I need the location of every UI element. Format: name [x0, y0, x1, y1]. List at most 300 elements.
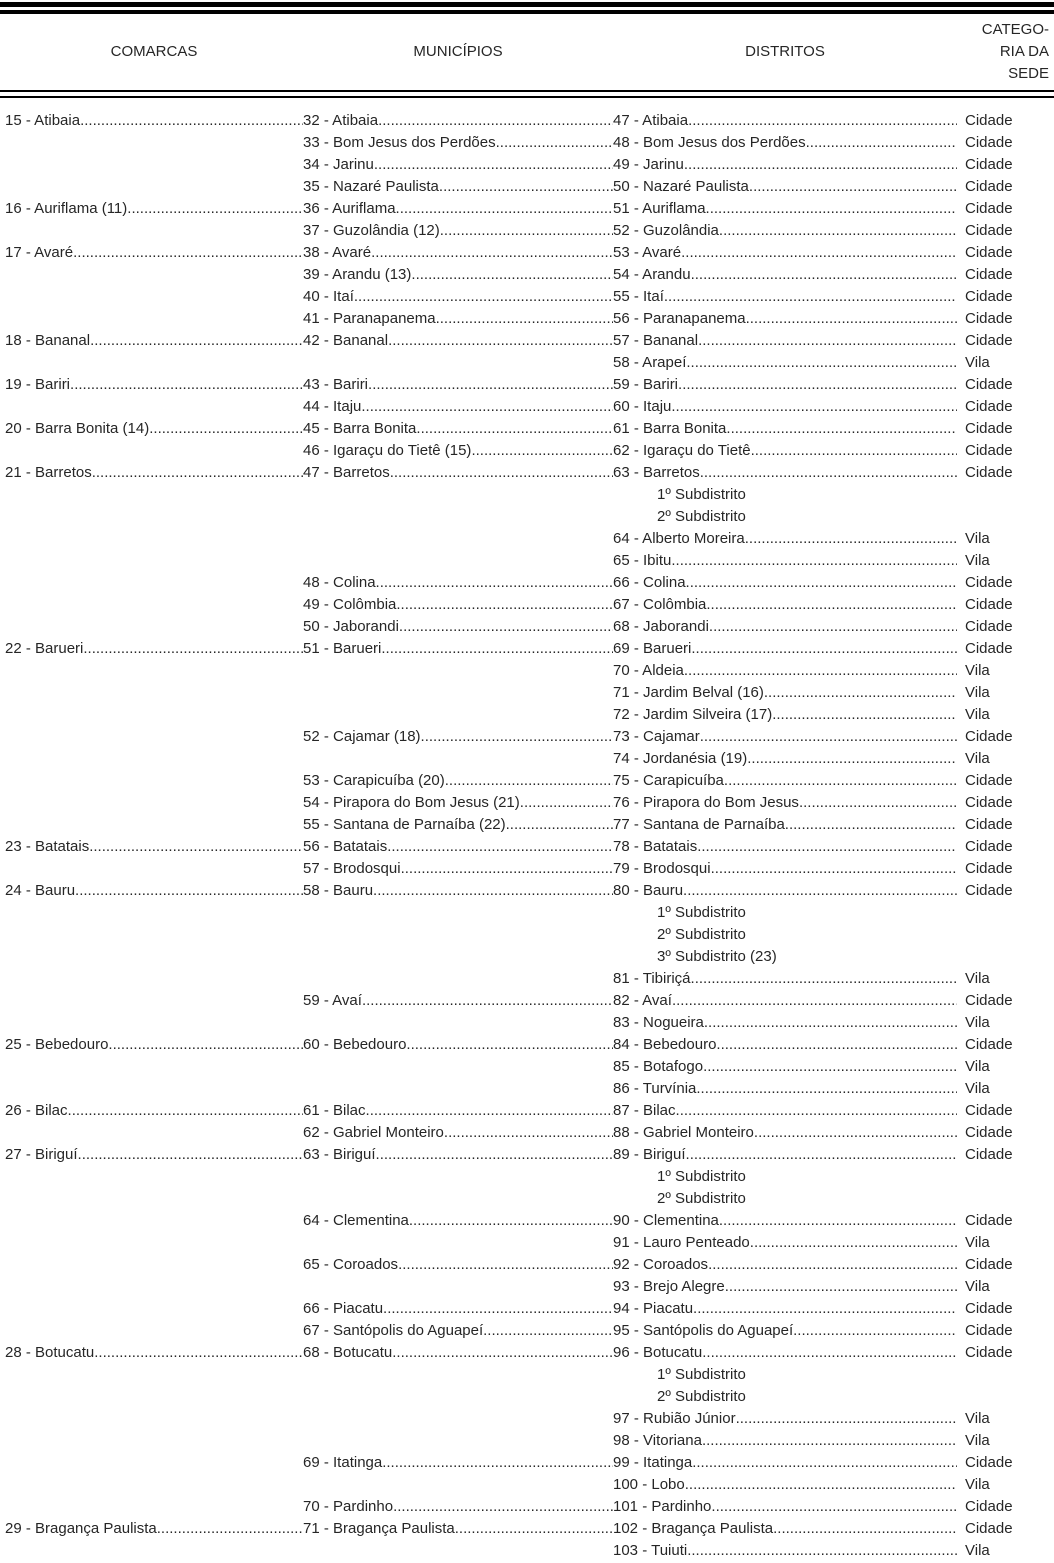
categoria-cell [965, 814, 1049, 836]
distrito-cell-text: 75 - Carapicuíba [613, 772, 724, 789]
dot-leader [373, 880, 613, 902]
municipio-cell [303, 1342, 613, 1364]
municipio-cell [303, 242, 613, 264]
dot-leader [455, 1518, 613, 1540]
categoria-cell-text: Cidade [965, 288, 1013, 305]
municipio-cell-text: 59 - Avaí [303, 992, 362, 1009]
municipio-cell-text: 67 - Santópolis do Aguapeí [303, 1322, 484, 1339]
categoria-cell [965, 330, 1049, 352]
categoria-cell [965, 1144, 1049, 1166]
municipio-cell [303, 286, 613, 308]
categoria-cell [965, 638, 1049, 660]
dot-leader [711, 858, 957, 880]
distrito-cell-text: 88 - Gabriel Monteiro [613, 1124, 754, 1141]
dot-leader [716, 1034, 957, 1056]
categoria-cell-text: Cidade [965, 838, 1013, 855]
comarca-cell-text: 16 - Auriflama (11) [5, 200, 128, 217]
dot-leader [127, 198, 303, 220]
distrito-cell-text: 66 - Colina [613, 574, 686, 591]
municipio-cell-text: 34 - Jarinu [303, 156, 374, 173]
categoria-cell [965, 1320, 1049, 1342]
distrito-cell [613, 660, 957, 682]
categoria-cell [965, 880, 1049, 902]
municipio-cell [303, 1056, 613, 1078]
table-row [5, 1166, 1054, 1188]
comarca-cell [5, 1496, 303, 1518]
comarca-cell [5, 132, 303, 154]
distrito-cell [613, 198, 957, 220]
dot-leader [691, 638, 957, 660]
distrito-cell [613, 242, 957, 264]
dot-leader [361, 396, 613, 418]
distrito-cell-text: 61 - Barra Bonita [613, 420, 727, 437]
comarca-cell [5, 242, 303, 264]
dot-leader [376, 1144, 613, 1166]
table-row [5, 1298, 1054, 1320]
distrito-cell [613, 836, 957, 858]
dot-leader [80, 110, 303, 132]
distrito-cell-text: 83 - Nogueira [613, 1014, 704, 1031]
municipio-cell [303, 396, 613, 418]
municipio-cell-text: 48 - Colina [303, 574, 376, 591]
dot-leader [724, 770, 957, 792]
municipio-cell [303, 682, 613, 704]
categoria-cell-text: Vila [965, 1410, 990, 1427]
comarca-cell-text: 24 - Bauru [5, 882, 76, 899]
comarca-cell-text: 26 - Bilac [5, 1102, 68, 1119]
dot-leader [70, 374, 303, 396]
comarca-cell [5, 308, 303, 330]
municipio-cell [303, 1034, 613, 1056]
categoria-cell-text: Cidade [965, 1520, 1013, 1537]
distrito-cell-text: 74 - Jordanésia (19) [613, 750, 748, 767]
table-row [5, 396, 1054, 418]
dot-leader [416, 418, 613, 440]
comarca-cell [5, 792, 303, 814]
categoria-cell-text: Cidade [965, 574, 1013, 591]
dot-leader [764, 682, 957, 704]
categoria-cell-text: Cidade [965, 640, 1013, 657]
distrito-cell-text: 53 - Avaré [613, 244, 682, 261]
table-row [5, 726, 1054, 748]
municipio-cell [303, 1518, 613, 1540]
distrito-cell [613, 792, 957, 814]
distrito-cell [613, 1056, 957, 1078]
comarca-cell-text: 27 - Biriguí [5, 1146, 78, 1163]
distrito-cell [613, 1012, 957, 1034]
dot-leader [75, 880, 303, 902]
categoria-cell [965, 1188, 1049, 1210]
distrito-cell-text: 62 - Igaraçu do Tietê [613, 442, 751, 459]
comarca-cell [5, 1232, 303, 1254]
municipio-cell-text: 40 - Itaí [303, 288, 354, 305]
comarca-cell [5, 418, 303, 440]
dot-leader [749, 176, 957, 198]
comarca-cell [5, 396, 303, 418]
municipio-cell-text: 53 - Carapicuíba (20) [303, 772, 445, 789]
distrito-cell-text: 56 - Paranapanema [613, 310, 746, 327]
categoria-cell-text: Cidade [965, 112, 1013, 129]
distrito-cell-text: 78 - Batatais [613, 838, 698, 855]
dot-leader [691, 968, 957, 990]
categoria-cell-text: Cidade [965, 398, 1013, 415]
dot-leader [708, 1254, 957, 1276]
comarca-cell [5, 814, 303, 836]
comarca-cell [5, 572, 303, 594]
table-row [5, 1254, 1054, 1276]
comarca-cell-text: 22 - Barueri [5, 640, 84, 657]
categoria-cell-text: Cidade [965, 464, 1013, 481]
categoria-cell-text: Cidade [965, 1036, 1013, 1053]
comarca-cell [5, 880, 303, 902]
municipio-cell [303, 924, 613, 946]
comarca-cell [5, 726, 303, 748]
table-row [5, 814, 1054, 836]
municipio-cell-text: 58 - Bauru [303, 882, 374, 899]
distrito-cell [613, 814, 957, 836]
comarca-cell [5, 528, 303, 550]
municipio-cell [303, 1012, 613, 1034]
dot-leader [726, 418, 957, 440]
distrito-cell [613, 374, 957, 396]
column-header-distritos: DISTRITOS [745, 43, 825, 60]
distrito-cell [613, 440, 957, 462]
table-row [5, 1034, 1054, 1056]
categoria-header-line3: SEDE [1008, 65, 1049, 82]
dot-leader [387, 836, 613, 858]
categoria-cell [965, 990, 1049, 1012]
dot-leader [368, 374, 613, 396]
categoria-cell-text: Vila [965, 1432, 990, 1449]
distrito-cell-text: 94 - Piacatu [613, 1300, 694, 1317]
categoria-cell-text: Vila [965, 684, 990, 701]
municipio-cell [303, 1122, 613, 1144]
categoria-cell [965, 858, 1049, 880]
distrito-cell-text: 92 - Coroados [613, 1256, 709, 1273]
distrito-cell-text: 65 - Ibitu [613, 552, 672, 569]
categoria-cell [965, 506, 1049, 528]
categoria-cell [965, 1408, 1049, 1430]
dot-leader [382, 1452, 613, 1474]
dot-leader [411, 264, 613, 286]
dot-leader [709, 616, 957, 638]
table-row [5, 1496, 1054, 1518]
table-row [5, 594, 1054, 616]
table-row [5, 616, 1054, 638]
table-row [5, 1078, 1054, 1100]
categoria-cell [965, 308, 1049, 330]
categoria-cell [965, 528, 1049, 550]
categoria-cell-text: Vila [965, 1234, 990, 1251]
table-row [5, 1188, 1054, 1210]
categoria-cell-text: Cidade [965, 618, 1013, 635]
distrito-cell [613, 1540, 957, 1562]
distrito-cell-text: 1º Subdistrito [657, 904, 746, 921]
dot-leader [702, 1342, 957, 1364]
distrito-cell-text: 76 - Pirapora do Bom Jesus [613, 794, 799, 811]
dot-leader [692, 1452, 957, 1474]
municipio-cell-text: 70 - Pardinho [303, 1498, 394, 1515]
dot-leader [676, 1100, 957, 1122]
distrito-cell [613, 1034, 957, 1056]
distrito-cell [613, 748, 957, 770]
dot-leader [678, 374, 957, 396]
categoria-cell [965, 1342, 1049, 1364]
dot-leader [719, 220, 957, 242]
distrito-cell-text: 73 - Cajamar [613, 728, 700, 745]
table-row [5, 264, 1054, 286]
municipio-cell [303, 1188, 613, 1210]
comarca-cell-text: 23 - Batatais [5, 838, 90, 855]
table-row [5, 1518, 1054, 1540]
categoria-cell-text: Cidade [965, 860, 1013, 877]
categoria-cell [965, 572, 1049, 594]
dot-leader [396, 594, 613, 616]
municipio-cell [303, 352, 613, 374]
categoria-cell [965, 726, 1049, 748]
table-row [5, 550, 1054, 572]
dot-leader [785, 814, 957, 836]
municipio-cell [303, 726, 613, 748]
distrito-cell-text: 77 - Santana de Parnaíba [613, 816, 785, 833]
dot-leader [73, 242, 303, 264]
table-row [5, 1342, 1054, 1364]
table-row [5, 748, 1054, 770]
comarca-cell [5, 506, 303, 528]
categoria-cell [965, 836, 1049, 858]
dot-leader [751, 440, 957, 462]
categoria-cell [965, 1122, 1049, 1144]
distrito-cell-text: 98 - Vitoriana [613, 1432, 702, 1449]
municipio-cell [303, 528, 613, 550]
comarca-cell [5, 330, 303, 352]
municipio-cell [303, 1100, 613, 1122]
categoria-cell [965, 1056, 1049, 1078]
distrito-cell [613, 1078, 957, 1100]
categoria-cell [965, 682, 1049, 704]
table-row [5, 660, 1054, 682]
municipio-cell [303, 1298, 613, 1320]
dot-leader [383, 1298, 613, 1320]
dot-leader [108, 1034, 303, 1056]
distrito-cell [613, 638, 957, 660]
categoria-cell [965, 924, 1049, 946]
dot-leader [772, 704, 957, 726]
categoria-cell [965, 748, 1049, 770]
dot-leader [687, 1540, 957, 1562]
categoria-cell-text: Cidade [965, 1322, 1013, 1339]
dot-leader [374, 154, 613, 176]
categoria-cell-text: Cidade [965, 376, 1013, 393]
categoria-cell [965, 902, 1049, 924]
municipio-cell [303, 1364, 613, 1386]
municipio-cell-text: 71 - Bragança Paulista [303, 1520, 455, 1537]
distrito-cell [613, 110, 957, 132]
categoria-cell [965, 1496, 1049, 1518]
distrito-cell [613, 1452, 957, 1474]
dot-leader [496, 132, 613, 154]
distrito-cell-text: 71 - Jardim Belval (16) [613, 684, 764, 701]
table-row [5, 1320, 1054, 1342]
dot-leader [700, 726, 957, 748]
categoria-cell [965, 154, 1049, 176]
categoria-cell-text: Cidade [965, 1454, 1013, 1471]
distrito-cell [613, 770, 957, 792]
dot-leader [409, 1210, 613, 1232]
municipio-cell-text: 60 - Bebedouro [303, 1036, 407, 1053]
distrito-cell [613, 550, 957, 572]
table-row [5, 946, 1054, 968]
dot-leader [773, 1518, 957, 1540]
categoria-cell [965, 1540, 1049, 1562]
distrito-cell [613, 1298, 957, 1320]
table-row [5, 1056, 1054, 1078]
municipio-cell-text: 68 - Botucatu [303, 1344, 393, 1361]
dot-leader [684, 660, 957, 682]
comarca-cell [5, 968, 303, 990]
comarca-cell [5, 1298, 303, 1320]
dot-leader [378, 110, 613, 132]
categoria-cell [965, 242, 1049, 264]
dot-leader [754, 1122, 957, 1144]
comarca-cell [5, 1276, 303, 1298]
table-row [5, 242, 1054, 264]
municipio-cell-text: 41 - Paranapanema [303, 310, 436, 327]
categoria-cell [965, 418, 1049, 440]
distrito-cell-text: 50 - Nazaré Paulista [613, 178, 749, 195]
municipio-cell-text: 50 - Jaborandi [303, 618, 399, 635]
distrito-cell-text: 48 - Bom Jesus dos Perdões [613, 134, 806, 151]
distrito-cell-text: 102 - Bragança Paulista [613, 1520, 774, 1537]
municipio-cell [303, 1452, 613, 1474]
column-header-municipios: MUNICÍPIOS [413, 43, 503, 60]
categoria-cell-text: Cidade [965, 156, 1013, 173]
municipio-cell [303, 1408, 613, 1430]
table-row [5, 924, 1054, 946]
distrito-cell [613, 1276, 957, 1298]
comarca-cell [5, 550, 303, 572]
categoria-cell [965, 792, 1049, 814]
table-row [5, 1452, 1054, 1474]
distrito-cell [613, 352, 957, 374]
dot-leader [393, 1496, 613, 1518]
municipio-cell [303, 616, 613, 638]
table-row [5, 1012, 1054, 1034]
categoria-cell-text: Cidade [965, 992, 1013, 1009]
dot-leader [78, 1144, 303, 1166]
categoria-cell-text: Vila [965, 1476, 990, 1493]
categoria-cell-text: Vila [965, 530, 990, 547]
categoria-cell [965, 440, 1049, 462]
dot-leader [750, 1232, 957, 1254]
categoria-cell [965, 176, 1049, 198]
table-row [5, 1210, 1054, 1232]
comarca-cell [5, 1078, 303, 1100]
municipio-cell-text: 54 - Pirapora do Bom Jesus (21) [303, 794, 520, 811]
distrito-cell [613, 462, 957, 484]
municipio-cell-text: 38 - Avaré [303, 244, 372, 261]
municipio-cell [303, 198, 613, 220]
table-row [5, 352, 1054, 374]
municipio-cell-text: 45 - Barra Bonita [303, 420, 417, 437]
comarca-cell [5, 1012, 303, 1034]
dot-leader [686, 572, 957, 594]
table-body [0, 98, 1054, 1562]
municipio-cell [303, 330, 613, 352]
municipio-cell [303, 814, 613, 836]
categoria-cell-text: Vila [965, 1080, 990, 1097]
column-header-comarcas: COMARCAS [110, 43, 198, 60]
distrito-cell [613, 704, 957, 726]
comarca-cell [5, 154, 303, 176]
distrito-cell-text: 101 - Pardinho [613, 1498, 712, 1515]
municipio-cell-text: 36 - Auriflama [303, 200, 396, 217]
distrito-cell-text: 2º Subdistrito [657, 508, 746, 525]
municipio-cell [303, 1078, 613, 1100]
categoria-cell-text: Cidade [965, 794, 1013, 811]
municipio-cell [303, 1254, 613, 1276]
categoria-cell [965, 1210, 1049, 1232]
comarca-cell [5, 1166, 303, 1188]
table-row [5, 858, 1054, 880]
distrito-cell [613, 176, 957, 198]
categoria-cell-text: Vila [965, 1014, 990, 1031]
distrito-cell [613, 418, 957, 440]
comarca-cell [5, 660, 303, 682]
municipio-cell [303, 264, 613, 286]
distrito-cell [613, 946, 957, 968]
distrito-cell [613, 220, 957, 242]
dot-leader [388, 330, 613, 352]
municipio-cell [303, 572, 613, 594]
distrito-cell-text: 68 - Jaborandi [613, 618, 709, 635]
table-row [5, 176, 1054, 198]
table-row [5, 1408, 1054, 1430]
distrito-cell-text: 51 - Auriflama [613, 200, 706, 217]
comarca-cell [5, 836, 303, 858]
distrito-cell [613, 1166, 957, 1188]
categoria-cell-text: Cidade [965, 1256, 1013, 1273]
dot-leader [376, 572, 613, 594]
distrito-cell-text: 86 - Turvínia [613, 1080, 697, 1097]
distrito-cell [613, 1408, 957, 1430]
categoria-cell-text: Cidade [965, 1344, 1013, 1361]
categoria-cell-text: Cidade [965, 596, 1013, 613]
table-row [5, 528, 1054, 550]
distrito-cell [613, 484, 957, 506]
table-row [5, 880, 1054, 902]
comarca-cell [5, 770, 303, 792]
distrito-cell-text: 100 - Lobo [613, 1476, 685, 1493]
dot-leader [799, 792, 957, 814]
dot-leader [406, 1034, 613, 1056]
distrito-cell [613, 1474, 957, 1496]
table-row [5, 990, 1054, 1012]
dot-leader [396, 198, 613, 220]
categoria-cell-text: Vila [965, 750, 990, 767]
distrito-cell [613, 880, 957, 902]
comarca-cell-text: 21 - Barretos [5, 464, 92, 481]
categoria-cell [965, 1474, 1049, 1496]
comarca-cell [5, 1210, 303, 1232]
distrito-cell-text: 80 - Bauru [613, 882, 684, 899]
dot-leader [691, 264, 957, 286]
comarca-cell [5, 1122, 303, 1144]
distrito-cell-text: 87 - Bilac [613, 1102, 676, 1119]
categoria-cell-text: Cidade [965, 200, 1013, 217]
municipio-cell [303, 770, 613, 792]
categoria-cell [965, 1100, 1049, 1122]
